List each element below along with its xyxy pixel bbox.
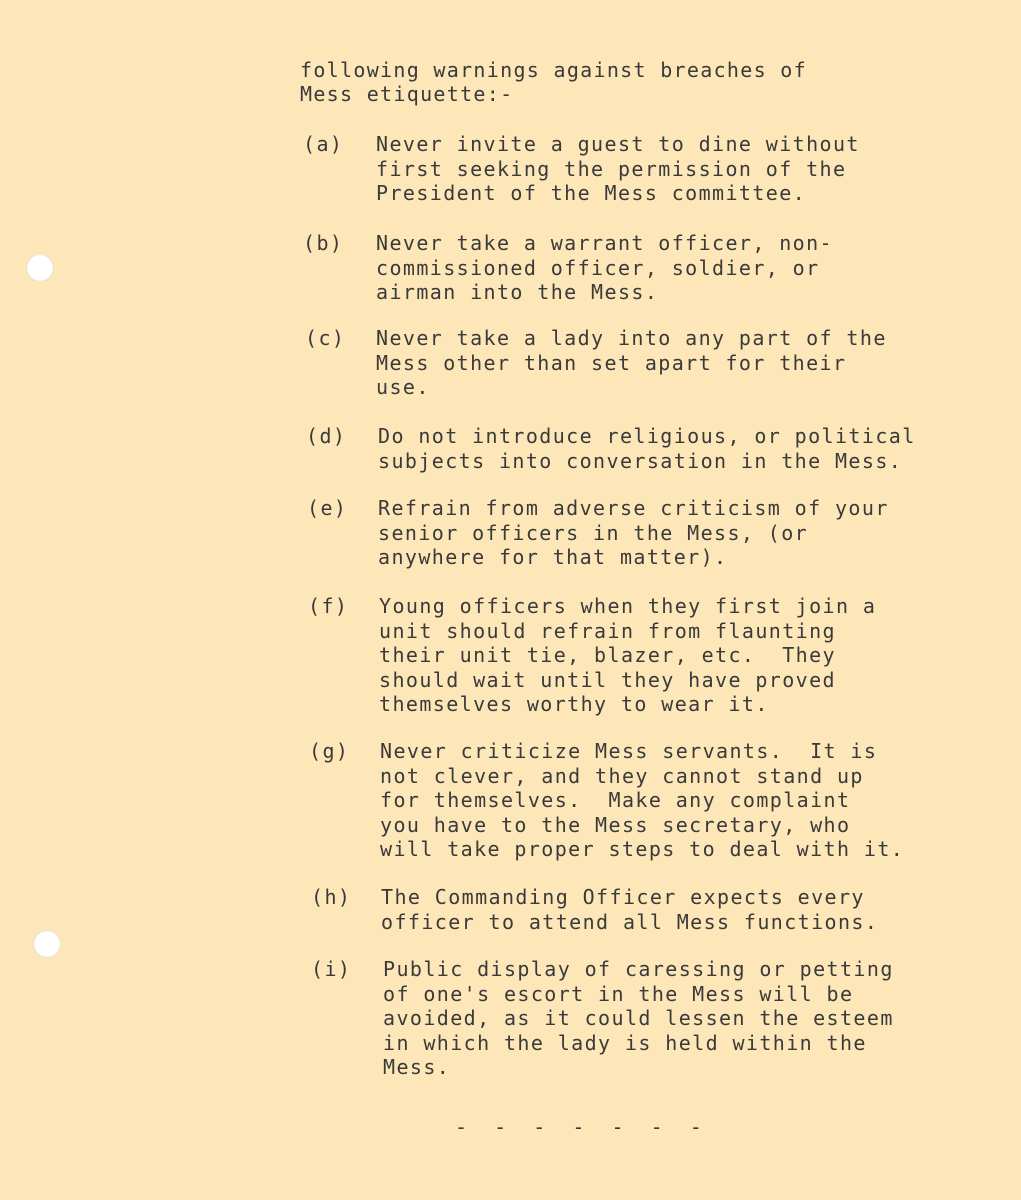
item-line: anywhere for that matter). xyxy=(378,545,728,569)
item-line: The Commanding Officer expects every xyxy=(381,885,865,909)
item-letter: (f) xyxy=(308,594,349,618)
item-line: you have to the Mess secretary, who xyxy=(380,812,851,837)
item-letter: (a) xyxy=(303,132,344,156)
item-line: Public display of caressing or petting xyxy=(383,957,894,981)
punch-hole-bottom xyxy=(33,930,61,958)
item-line: commissioned officer, soldier, or xyxy=(376,255,820,280)
item-line: first seeking the permission of the xyxy=(376,156,847,181)
item-text xyxy=(380,739,904,862)
intro-line: Mess etiquette:- xyxy=(300,82,514,106)
item-letter: (e) xyxy=(307,496,348,520)
item-line: should wait until they have proved xyxy=(379,667,836,692)
item-line: airman into the Mess. xyxy=(376,280,659,304)
item-text xyxy=(376,132,860,206)
item-letter: (g) xyxy=(309,739,350,763)
punch-hole-top xyxy=(26,254,54,282)
item-line: Never take a lady into any part of the xyxy=(376,326,887,350)
item-line: unit should refrain from flaunting xyxy=(379,618,836,643)
item-line: Do not introduce religious, or political xyxy=(378,424,916,448)
item-line: subjects into conversation in the Mess. xyxy=(378,448,903,473)
item-text xyxy=(383,957,894,1080)
item-letter: (b) xyxy=(303,231,344,255)
item-letter: (i) xyxy=(311,957,352,981)
item-letter: (c) xyxy=(305,326,346,350)
closing-dashes: - - - - - - - xyxy=(455,1115,703,1139)
item-letter: (d) xyxy=(306,424,347,448)
intro-line: following warnings against breaches of xyxy=(300,58,807,82)
item-line: for themselves. Make any complaint xyxy=(380,788,851,812)
item-line: of one's escort in the Mess will be xyxy=(383,981,854,1006)
item-line: Mess. xyxy=(383,1055,451,1079)
item-letter: (h) xyxy=(311,885,352,909)
item-line: not clever, and they cannot stand up xyxy=(380,763,864,788)
item-text xyxy=(381,885,878,934)
item-line: use. xyxy=(376,375,430,399)
item-line: Never invite a guest to dine without xyxy=(376,132,860,156)
item-line: Never criticize Mess servants. It is xyxy=(380,739,878,763)
item-line: will take proper steps to deal with it. xyxy=(380,837,905,861)
item-line: officer to attend all Mess functions. xyxy=(381,909,879,934)
item-text xyxy=(378,496,889,570)
item-line: themselves worthy to wear it. xyxy=(379,692,769,716)
item-line: Mess other than set apart for their xyxy=(376,350,847,375)
item-line: senior officers in the Mess, (or xyxy=(378,520,809,545)
intro-text xyxy=(300,58,807,106)
item-line: in which the lady is held within the xyxy=(383,1030,867,1055)
item-text xyxy=(376,231,833,305)
item-line: President of the Mess committee. xyxy=(376,181,807,205)
item-text xyxy=(378,424,916,473)
item-line: Never take a warrant officer, non- xyxy=(376,231,833,255)
item-line: their unit tie, blazer, etc. They xyxy=(379,643,836,667)
item-text xyxy=(376,326,887,400)
item-line: avoided, as it could lessen the esteem xyxy=(383,1006,894,1030)
item-line: Young officers when they first join a xyxy=(379,594,877,618)
item-line: Refrain from adverse criticism of your xyxy=(378,496,889,520)
item-text xyxy=(379,594,876,717)
